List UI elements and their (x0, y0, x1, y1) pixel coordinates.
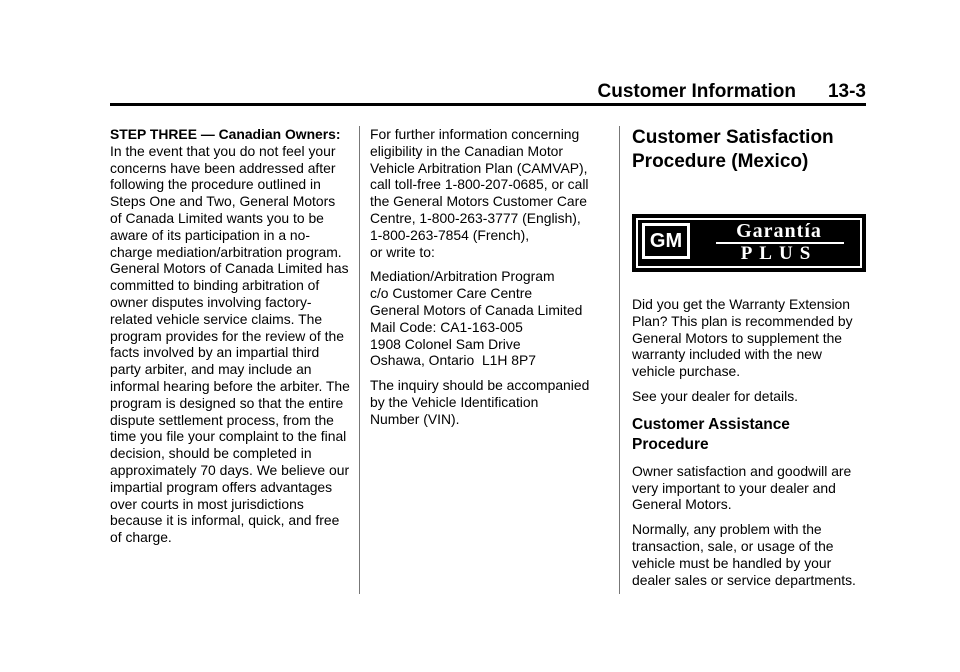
section-title: Customer Information (597, 81, 796, 102)
gm-logo-mark: GM (642, 223, 690, 259)
gm-garantia-plus-logo (632, 214, 866, 272)
camvap-info-paragraph (370, 126, 610, 260)
column-3 (632, 126, 868, 596)
address-line: 1908 Colonel Sam Drive (370, 335, 521, 352)
heading-line: Procedure (Mexico) (632, 151, 809, 172)
column-1 (110, 126, 350, 554)
step-three-lead: STEP THREE — Canadian Owners: (110, 126, 341, 142)
address-line: Oshawa, Ontario L1H 8P7 (370, 352, 537, 369)
text-line: by the Vehicle Identification (370, 393, 539, 410)
column-2 (370, 126, 610, 436)
text-line: Number (VIN). (370, 410, 460, 427)
text-line: eligibility in the Canadian Motor (370, 142, 564, 159)
text-line: The inquiry should be accompanied (370, 377, 590, 394)
text-line: Vehicle Arbitration Plan (CAMVAP), (370, 159, 588, 176)
heading-line: Customer Satisfaction (632, 127, 834, 148)
heading-line: Procedure (632, 435, 709, 453)
column-divider-2 (619, 126, 620, 594)
step-three-paragraph (110, 126, 350, 546)
text-line: Centre, 1-800-263-3777 (English), (370, 209, 581, 226)
address-line: Mail Code: CA1-163-005 (370, 318, 523, 335)
mexico-procedure-heading (632, 126, 868, 174)
goodwill-paragraph: Owner satisfaction and goodwill are very important to your dealer and General Motors. (632, 462, 852, 513)
logo-garantia-text: Garantía (736, 220, 822, 242)
page-header (110, 80, 866, 104)
text-line: For further information concerning (370, 126, 580, 142)
address-line: c/o Customer Care Centre (370, 285, 533, 302)
mailing-address (370, 268, 610, 369)
column-divider-1 (359, 126, 360, 594)
dealer-handling-paragraph: Normally, any problem with the transaction, sale, or usage of the vehicle must be handled by your dealer sales or service departments. (632, 521, 856, 588)
step-three-body: In the event that you do not feel your concerns have been addressed after following the procedure outlined in Steps One and Two, General Motors of Canada Limited wants you to be aware of its participation in a no-charge mediation/arbitration program. General Motors of Canada Limited has committed to binding arbitration of owner disputes involving factory-related vehicle service claims. The program provides for the review of the facts involved by an impartial third party arbiter, and may include an informal hearing before the arbiter. The program is designed so that the entire dispute settlement process, from the time you file your complaint to the final decision, should be completed in approximately 70 days. We believe our impartial program offers advantages over courts in most jurisdictions because it is informal, quick, and free of charge. (110, 142, 350, 546)
address-line: Mediation/Arbitration Program (370, 268, 555, 285)
customer-assistance-heading (632, 415, 868, 455)
vin-paragraph (370, 377, 610, 427)
logo-plus-text: PLUS (740, 243, 818, 264)
text-line: call toll-free 1-800-207-0685, or call (370, 176, 589, 193)
page-number: 13-3 (827, 81, 866, 102)
header-rule (110, 103, 866, 106)
warranty-extension-paragraph: Did you get the Warranty Extension Plan? This plan is recommended by General Motors to supplement the warranty included with the new vehicle purchase. (632, 296, 853, 380)
text-line: the General Motors Customer Care (370, 193, 587, 210)
text-line: or write to: (370, 243, 435, 260)
address-line: General Motors of Canada Limited (370, 301, 583, 318)
text-line: 1-800-263-7854 (French), (370, 226, 530, 243)
heading-line: Customer Assistance (632, 415, 790, 433)
see-dealer-paragraph: See your dealer for details. (632, 387, 799, 404)
